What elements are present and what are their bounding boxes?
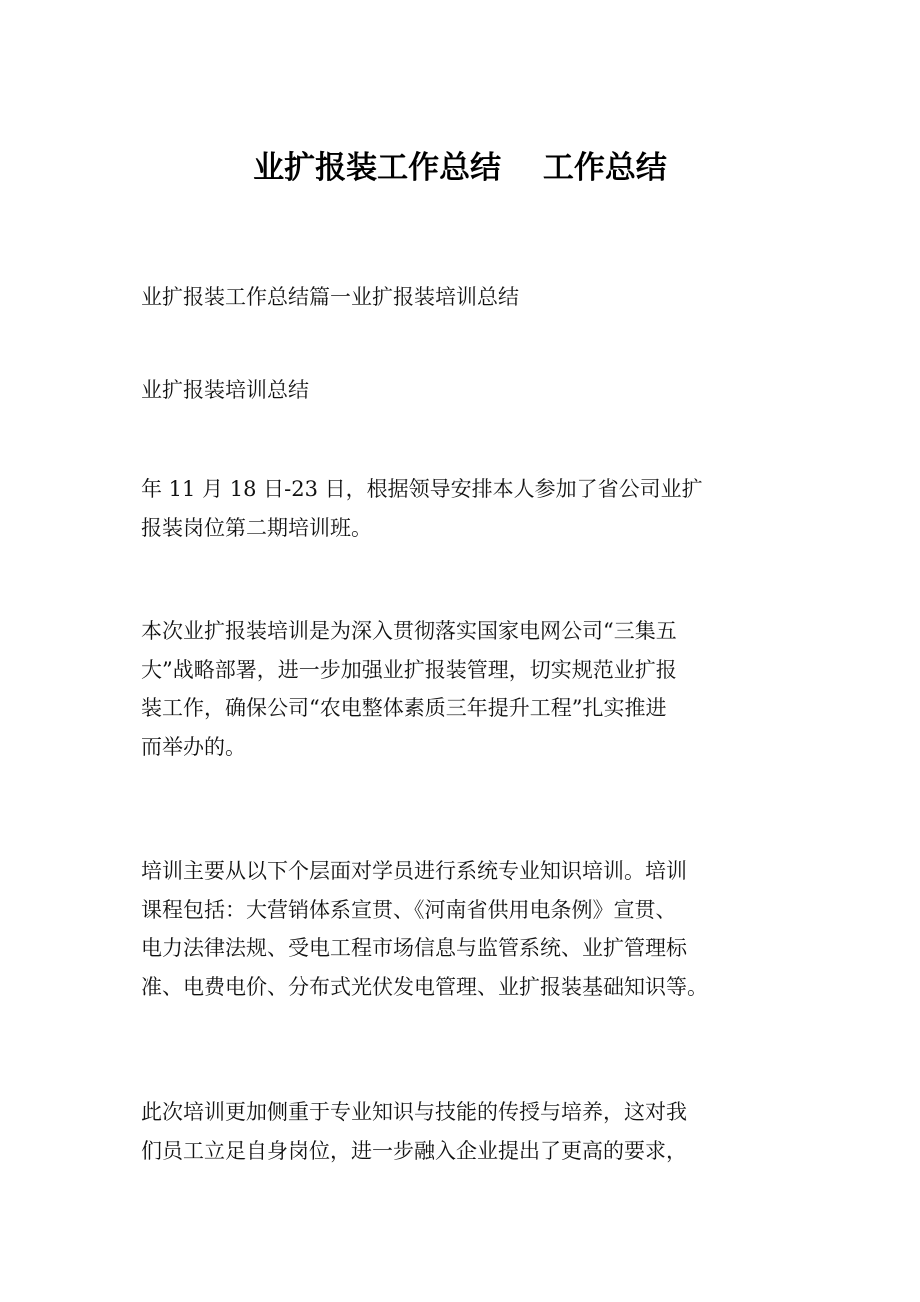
document-title: 业扩报装工作总结 工作总结 xyxy=(253,150,667,186)
paragraph-heading xyxy=(141,371,791,410)
paragraph-conclusion xyxy=(141,1093,791,1170)
paragraph-line: 本次业扩报装培训是为深入贯彻落实国家电网公司“三集五 xyxy=(141,619,677,643)
paragraph-line: 业扩报装工作总结篇一业扩报装培训总结 xyxy=(141,285,519,309)
paragraph-line: 而举办的。 xyxy=(141,734,246,759)
paragraph-line: 装工作，确保公司“农电整体素质三年提升工程”扎实推进 xyxy=(141,696,667,720)
paragraph-line: 此次培训更加侧重于专业知识与技能的传授与培养，这对我 xyxy=(141,1100,687,1124)
paragraph-line: 们员工立足自身岗位，进一步融入企业提出了更高的要求， xyxy=(141,1138,687,1163)
paragraph-intro xyxy=(141,470,791,547)
paragraph-line: 课程包括：大营销体系宣贯、《河南省供用电条例》宣贯、 xyxy=(141,897,677,922)
paragraph-purpose xyxy=(141,612,791,766)
paragraph-subtitle xyxy=(141,278,791,317)
paragraph-line: 电力法律法规、受电工程市场信息与监管系统、业扩管理标 xyxy=(141,936,687,960)
paragraph-line: 培训主要从以下个层面对学员进行系统专业知识培训。培训 xyxy=(141,859,687,883)
paragraph-curriculum xyxy=(141,852,791,1006)
paragraph-line: 业扩报装培训总结 xyxy=(141,378,309,402)
paragraph-line: 报装岗位第二期培训班。 xyxy=(141,515,372,540)
paragraph-line: 年 11 月 18 日-23 日，根据领导安排本人参加了省公司业扩 xyxy=(141,477,703,501)
paragraph-line: 大”战略部署，进一步加强业扩报装管理，切实规范业扩报 xyxy=(141,657,677,682)
paragraph-line: 准、电费电价、分布式光伏发电管理、业扩报装基础知识等。 xyxy=(141,974,708,999)
